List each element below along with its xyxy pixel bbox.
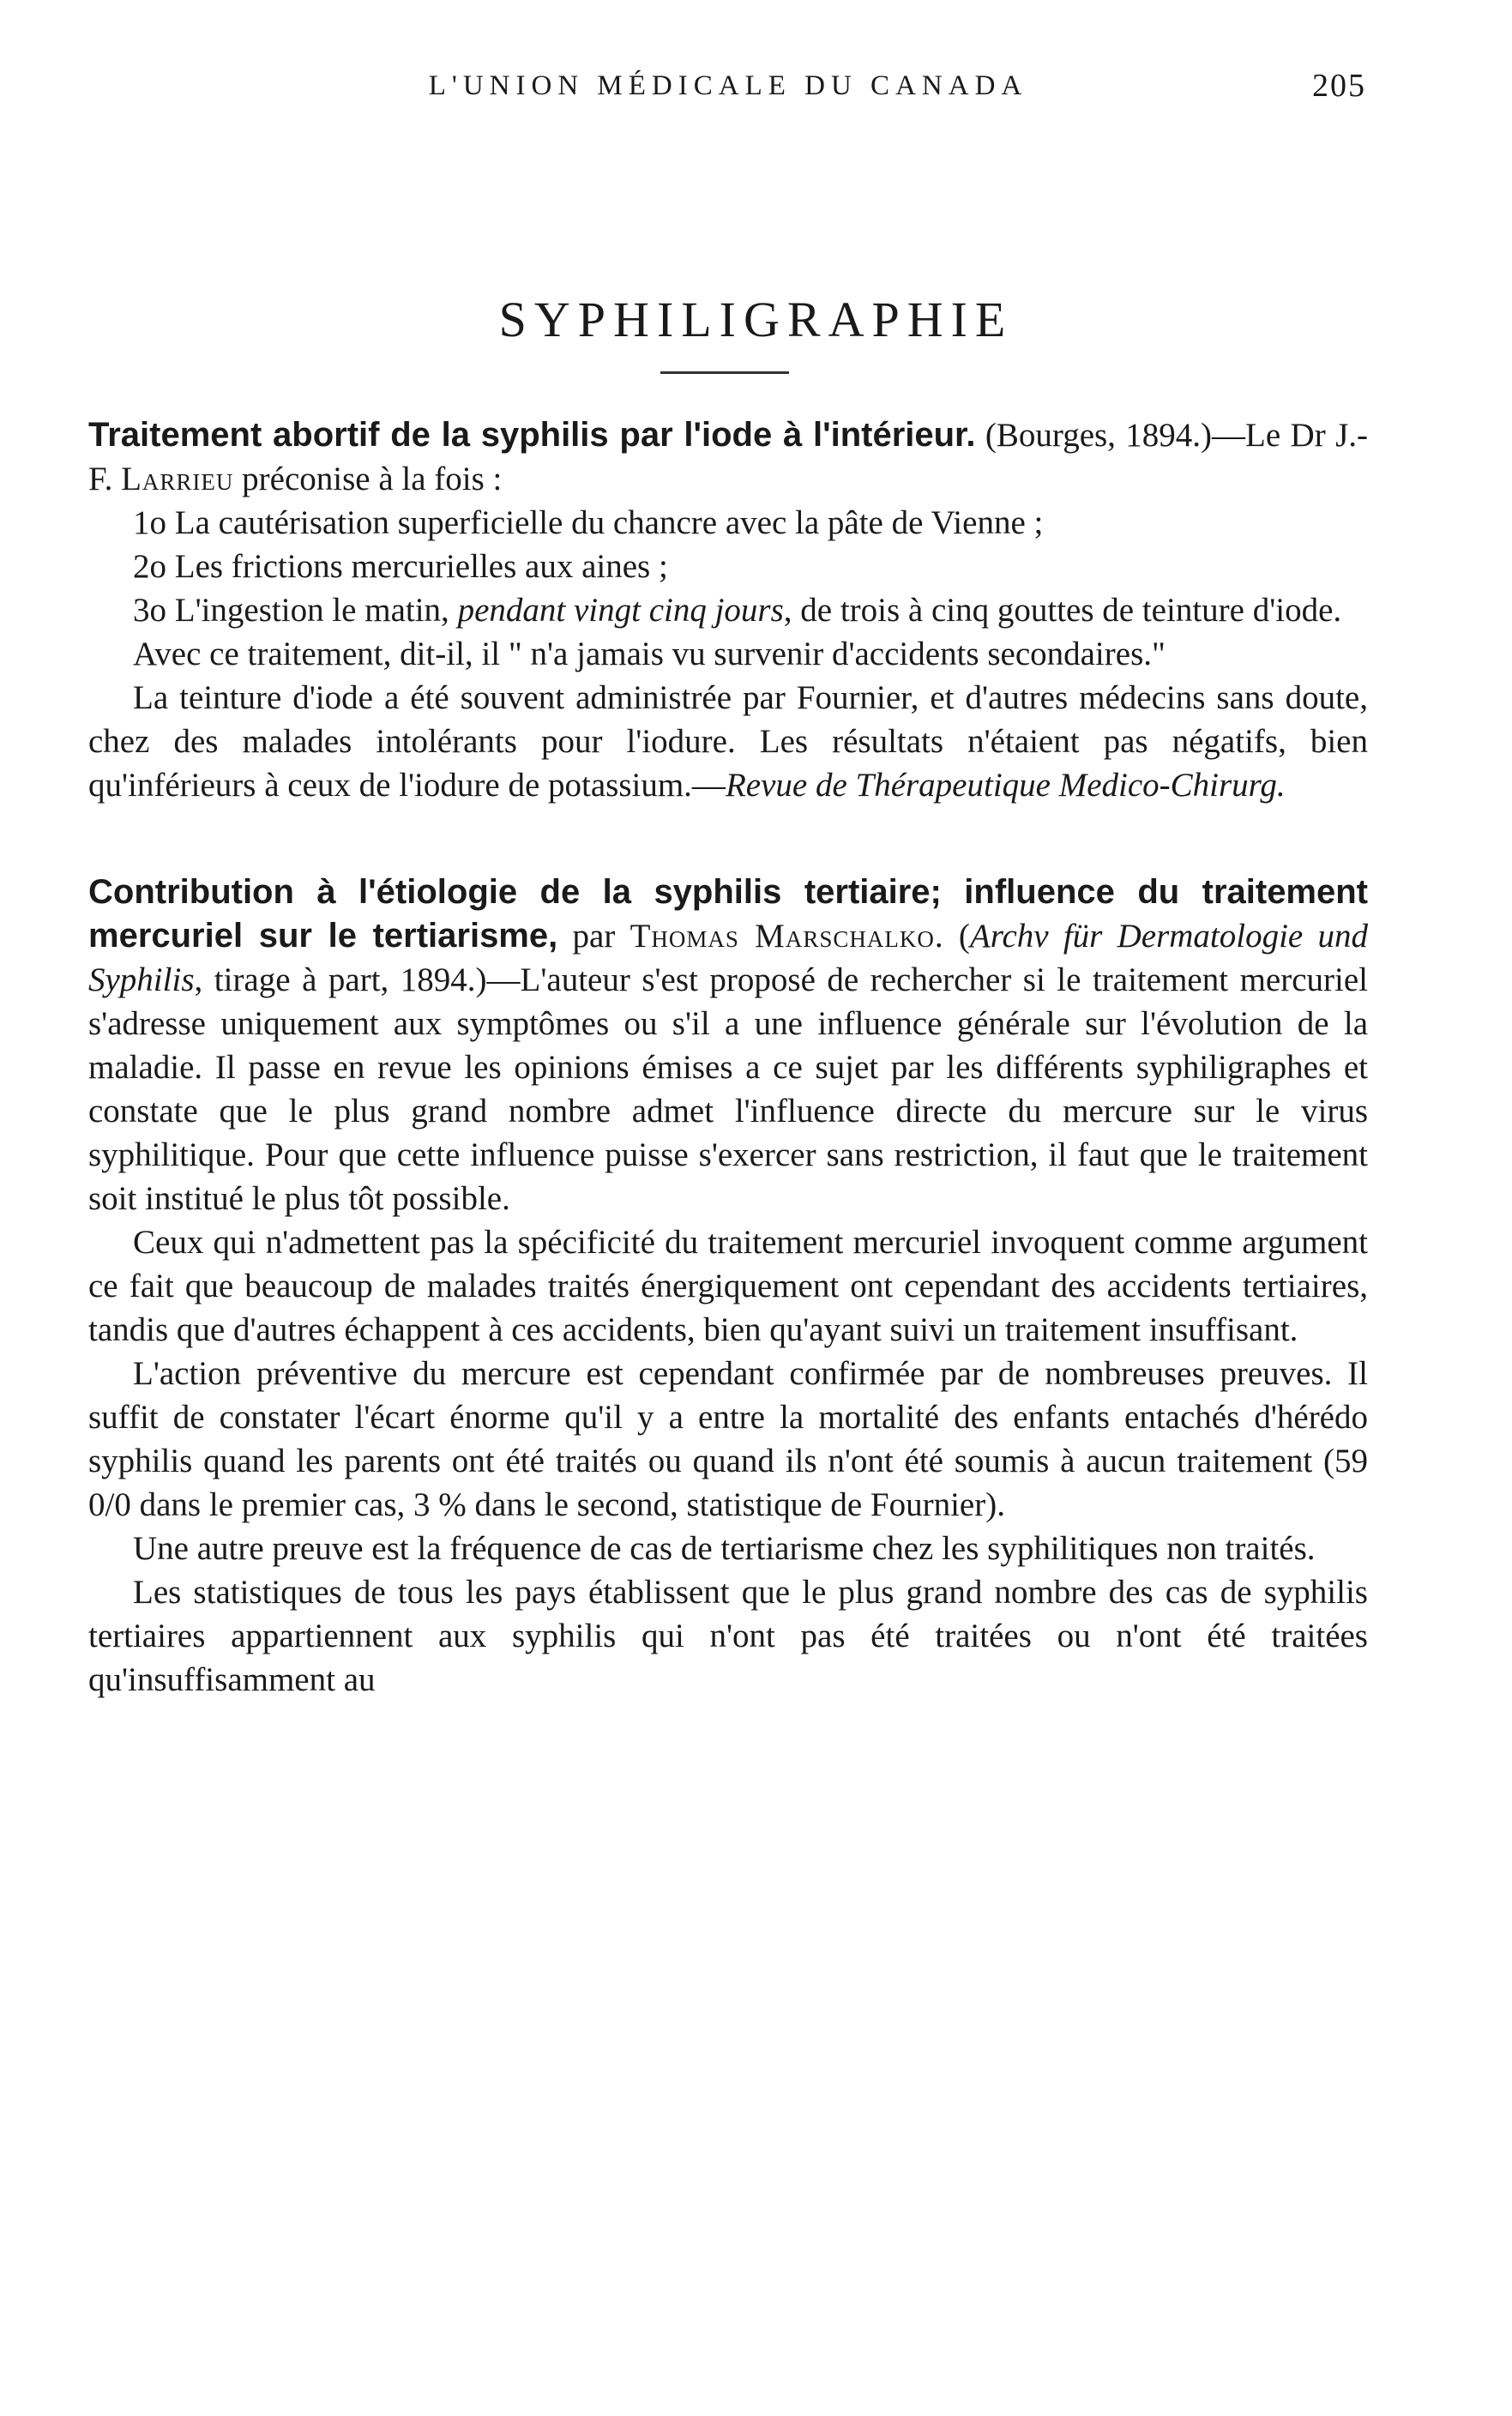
article1-source: (Bourges, 1894.)—Le Dr J.-F. [88,417,1368,497]
article1-last-text: La teinture d'iode a été souvent administrée par Fournier, et d'autres médecins sans doute, chez des malades intolérants pour l'iodure. Les résultats n'étaient pas négatifs, bien qu'inférieurs à ceux de l'iodure de potassium.— [88,679,1368,804]
article2-author: Thomas Marschalko. [629,918,944,955]
article2-intro [88,871,1368,1220]
journal-name: L'UNION MÉDICALE DU CANADA [428,70,1028,101]
section-title: SYPHILIGRAPHIE [498,291,1014,347]
page-number: 205 [1312,68,1366,104]
article1-author: Larrieu [121,461,234,497]
article2-by: par [557,918,630,955]
running-head [90,70,1366,122]
article1-item3-italic: pendant vingt cinq jours [457,592,784,629]
article2-title: Contribution à l'étiologie de la syphilis tertiaire; influence du traitement mercuriel sur le tertiarisme, [88,873,1368,955]
article1-item1: 1o La cautérisation superficielle du chancre avec la pâte de Vienne ; [133,504,1044,541]
article2-first-paragraph: , tirage à part, 1894.)—L'auteur s'est proposé de rechercher si le traitement mercuriel s'adresse uniquement aux symptômes ou s'il a une influence générale sur l'évolution de la maladie. Il passe en revue les opinions émises a ce sujet par les différents syphiligraphes et constate que le plus grand nombre admet l'influence directe du mercure sur le virus syphilitique. Pour que cette influence puisse s'exercer sans restriction, il faut que le traitement soit institué le plus tôt possible. [88,961,1368,1217]
article1-item2: 2o Les frictions mercurielles aux aines ; [133,548,668,585]
article1-last-paragraph [88,676,1368,807]
body-text [88,413,1368,1702]
article1-item3-start: 3o L'ingestion le matin, [133,592,458,629]
article1-journal-ref: Revue de Thérapeutique Medico-Chirurg. [725,767,1286,804]
article1-item3-end: , de trois à cinq gouttes de teinture d'iode. [783,592,1342,629]
title-divider [660,371,789,374]
article2-paragraph-5: Les statistiques de tous les pays établissent que le plus grand nombre des cas de syphilis tertiaires appartiennent aux syphilis qui n'ont pas été traitées ou n'ont été traitées qu'insuffisamment au [88,1574,1368,1698]
article1-item3 [88,588,1368,632]
article1-intro-end: préconise à la fois : [233,461,503,497]
article1-quote-paragraph: Avec ce traitement, dit-il, il " n'a jamais vu survenir d'accidents secondaires." [133,636,1166,672]
article2-journal-ref: Archv für Dermatologie und Syphilis [88,918,1368,998]
article2-paragraph-3: L'action préventive du mercure est cependant confirmée par de nombreuses preuves. Il suffit de constater l'écart énorme qu'il y a entre la mortalité des enfants entachés d'hérédo syphilis quand les parents ont été traités ou quand ils n'ont été soumis à aucun traitement (59 0/0 dans le premier cas, 3 % dans le second, statistique de Fournier). [88,1355,1368,1523]
article1-intro [88,413,1368,501]
article2-paragraph-4: Une autre preuve est la fréquence de cas de tertiarisme chez les syphilitiques non traités. [133,1530,1316,1567]
article2-paragraph-2: Ceux qui n'admettent pas la spécificité du traitement mercuriel invoquent comme argument ce fait que beaucoup de malades traités énergiquement ont cependant des accidents tertiaires, tandis que d'autres échappent à ces accidents, bien qu'ayant suivi un traitement insuffisant. [88,1224,1368,1348]
article2-ref-open: ( [943,918,970,955]
article1-title: Traitement abortif de la syphilis par l'iode à l'intérieur. [88,416,976,454]
